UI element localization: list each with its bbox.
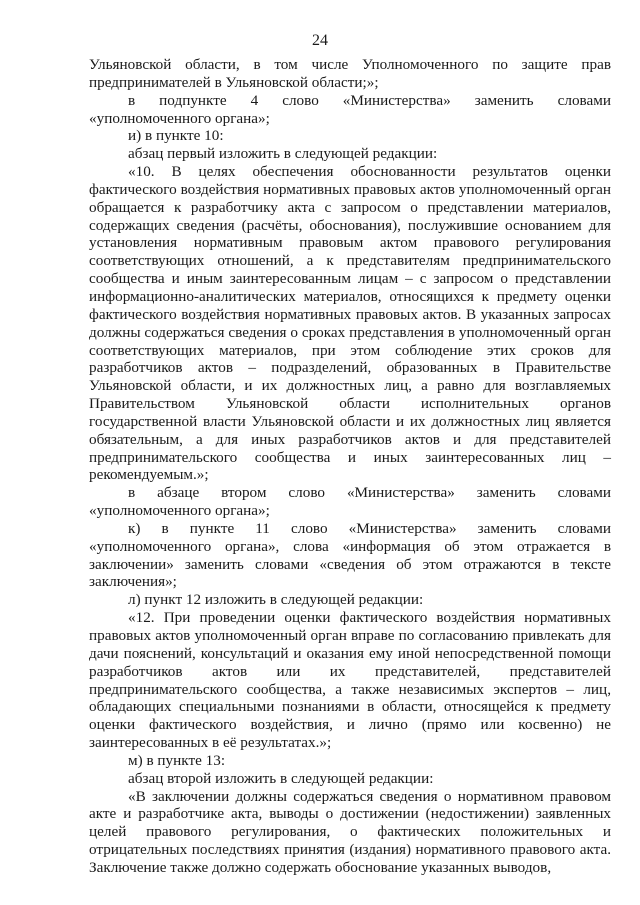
paragraph: к) в пункте 11 слово «Министерства» заменить словами «уполномоченного органа», слова «информация об этом отражается в заключении» заменить словами «сведения об этом отражаются в тексте заключения»;: [89, 519, 611, 591]
paragraph: «10. В целях обеспечения обоснованности результатов оценки фактического воздействия нормативных правовых актов уполномоченный орган обращается к разработчику акта с запросом о представлении материалов, содержащих сведения (расчёты, обоснования), послужившие основанием для установления нормативным правовым актом правового регулирования соответствующих отношений, а к представителям предпринимательского сообщества и иным заинтересованным лицам – с запросом о представлении информационно-аналитических материалов, относящихся к предмету оценки фактического воздействия нормативных правовых актов. В указанных запросах должны содержаться сведения о сроках представления в уполномоченный орган соответствующих материалов, при этом соблюдение этих сроков для разработчиков актов – подразделений, образованных в Правительстве Ульяновской области, и их должностных лиц, а равно для возглавляемых Правительством Ульяновской области исполнительных органов государственной власти Ульяновской области и их должностных лиц является обязательным, а для иных разработчиков актов и для представителей предпринимательского сообщества и иных заинтересованных лиц – рекомендуемым.»;: [89, 163, 611, 484]
paragraph: м) в пункте 13:: [128, 751, 226, 769]
paragraph: абзац второй изложить в следующей редакции:: [128, 769, 434, 787]
paragraph: в подпункте 4 слово «Министерства» заменить словами «уполномоченного органа»;: [89, 91, 611, 127]
page-number: 24: [312, 32, 328, 49]
paragraph: Ульяновской области, в том числе Уполномоченного по защите прав предпринимателей в Ульяновской области;»;: [89, 56, 611, 91]
paragraph: «12. При проведении оценки фактического воздействия нормативных правовых актов уполномоченный орган вправе по согласованию привлекать для дачи пояснений, консультаций и оказания ему иной непосредственной помощи разработчиков актов или их представителей, представителей предпринимательского сообщества, а также независимых экспертов – лиц, обладающих специальными познаниями в области, относящейся к предмету оценки фактического воздействия, и лично (прямо или косвенно) не заинтересованных в её результатах.»;: [89, 609, 611, 752]
paragraph: в абзаце втором слово «Министерства» заменить словами «уполномоченного органа»;: [89, 484, 611, 520]
document-body: [89, 56, 611, 877]
paragraph: и) в пункте 10:: [128, 127, 224, 145]
paragraph: «В заключении должны содержаться сведения о нормативном правовом акте и разработчике акта, выводы о достижении (недостижении) заявленных целей правового регулирования, о фактических положительных и отрицательных последствиях принятия (издания) нормативного правового акта. Заключение также должно содержать обоснование указанных выводов,: [89, 787, 611, 876]
paragraph: абзац первый изложить в следующей редакции:: [128, 145, 438, 163]
paragraph: л) пункт 12 изложить в следующей редакции:: [128, 591, 424, 609]
